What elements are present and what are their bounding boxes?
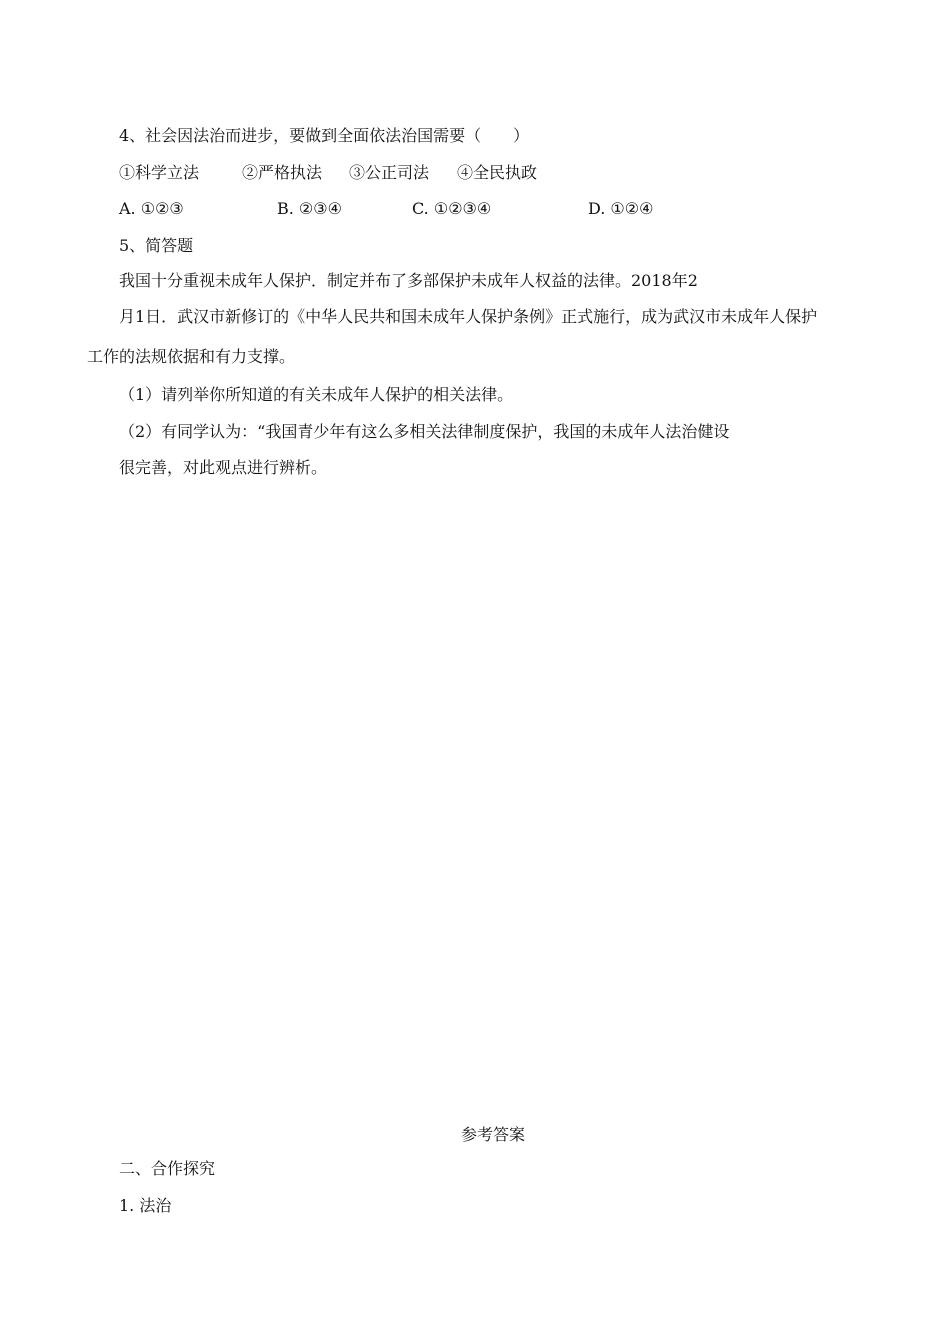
question-4-item-4: ④全民执政 [457,163,538,182]
answers-item-1: 1. 法治 [119,1196,172,1215]
question-4-stem: 4、社会因法治而进步，要做到全面依法治国需要（ ） [119,126,530,145]
question-4-item-2: ②严格执法 [242,163,323,182]
question-5-sub-question-1: （1）请列举你所知道的有关未成年人保护的相关法律。 [119,385,514,404]
question-4-item-3: ③公正司法 [349,163,430,182]
answers-title: 参考答案 [460,1125,525,1144]
question-4-option-c: C. ①②③④ [412,199,492,218]
question-5-sub-question-2-line-2: 很完善，对此观点进行辨析。 [119,458,328,477]
question-4-option-a: A. ①②③ [119,199,184,218]
question-5-paragraph-line-1: 我国十分重视未成年人保护．制定并布了多部保护未成年人权益的法律。2018年2 [119,271,698,290]
question-4-item-1: ①科学立法 [119,163,200,182]
question-5-sub-question-2-line-1: （2）有同学认为：“我国青少年有这么多相关法律制度保护，我国的未成年人法治健设 [119,422,730,441]
question-5-heading: 5、简答题 [119,236,194,255]
answers-section-heading: 二、合作探究 [119,1159,216,1178]
question-5-paragraph-line-3: 工作的法规依据和有力支撑。 [87,347,296,366]
question-4-option-d: D. ①②④ [588,199,654,218]
question-5-paragraph-line-2: 月1日．武汉市新修订的《中华人民共和国未成年人保护条例》正式施行，成为武汉市未成年人保护 [119,307,818,326]
question-4-option-b: B. ②③④ [277,199,342,218]
